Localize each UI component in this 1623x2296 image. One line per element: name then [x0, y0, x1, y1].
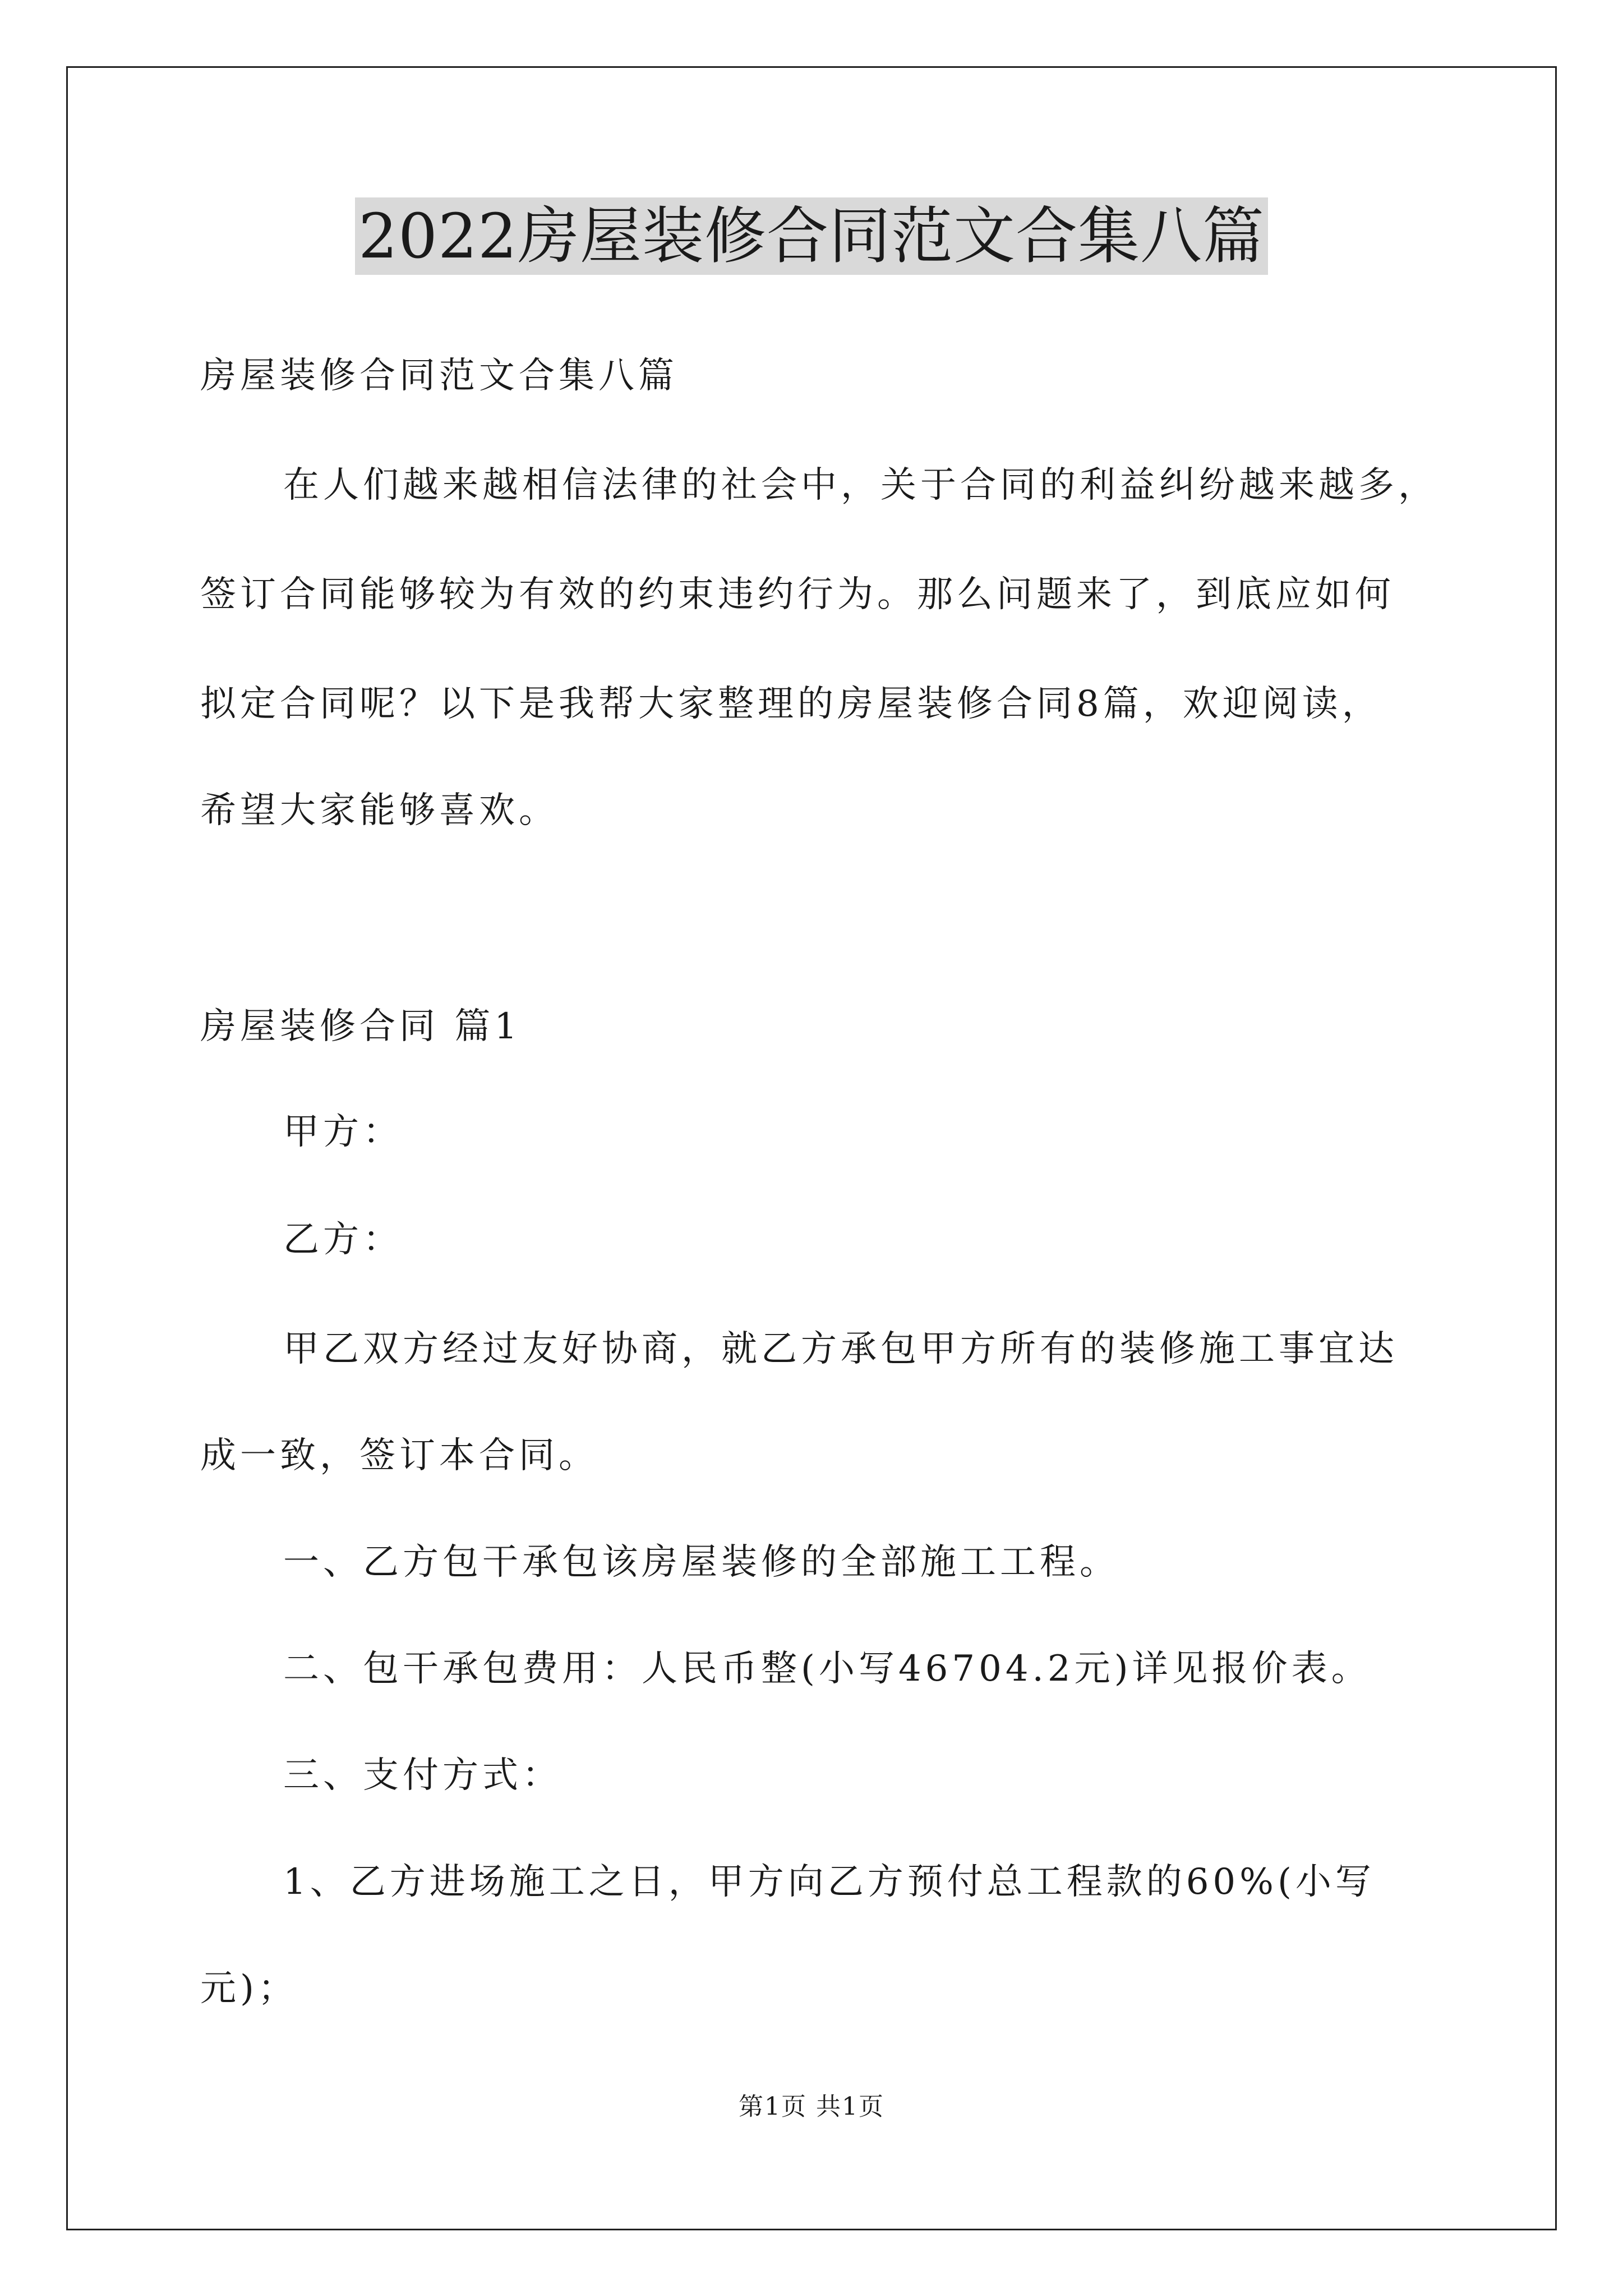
- document-title: 2022房屋装修合同范文合集八篇: [355, 197, 1268, 275]
- agreement-line-1: 甲乙双方经过友好协商，就乙方承包甲方所有的装修施工事宜达: [283, 1328, 1398, 1370]
- agreement-line-2: 成一致，签订本合同。: [200, 1435, 598, 1476]
- intro-line-4: 希望大家能够喜欢。: [200, 790, 559, 831]
- page-footer: 第1页 共1页: [739, 2092, 884, 2121]
- clause-1: 一、乙方包干承包该房屋装修的全部施工工程。: [283, 1542, 1119, 1583]
- party-a-label: 甲方：: [283, 1111, 403, 1153]
- clause-2: 二、包干承包费用：人民币整(小写46704.2元)详见报价表。: [283, 1648, 1371, 1690]
- payment-line-2: 元)；: [200, 1968, 298, 2009]
- title-container: [0, 197, 1623, 275]
- intro-line-2: 签订合同能够较为有效的约束违约行为。那么问题来了，到底应如何: [200, 574, 1395, 615]
- intro-line-1: 在人们越来越相信法律的社会中，关于合同的利益纠纷越来越多，: [283, 464, 1438, 506]
- party-b-label: 乙方：: [283, 1219, 403, 1260]
- clause-3: 三、支付方式：: [283, 1755, 562, 1796]
- intro-line-3: 拟定合同呢？以下是我帮大家整理的房屋装修合同8篇，欢迎阅读，: [200, 683, 1382, 725]
- section-heading: 房屋装修合同 篇1: [200, 1006, 522, 1047]
- document-subtitle: 房屋装修合同范文合集八篇: [200, 355, 678, 397]
- payment-line-1: 1、乙方进场施工之日，甲方向乙方预付总工程款的60%(小写: [283, 1861, 1375, 1903]
